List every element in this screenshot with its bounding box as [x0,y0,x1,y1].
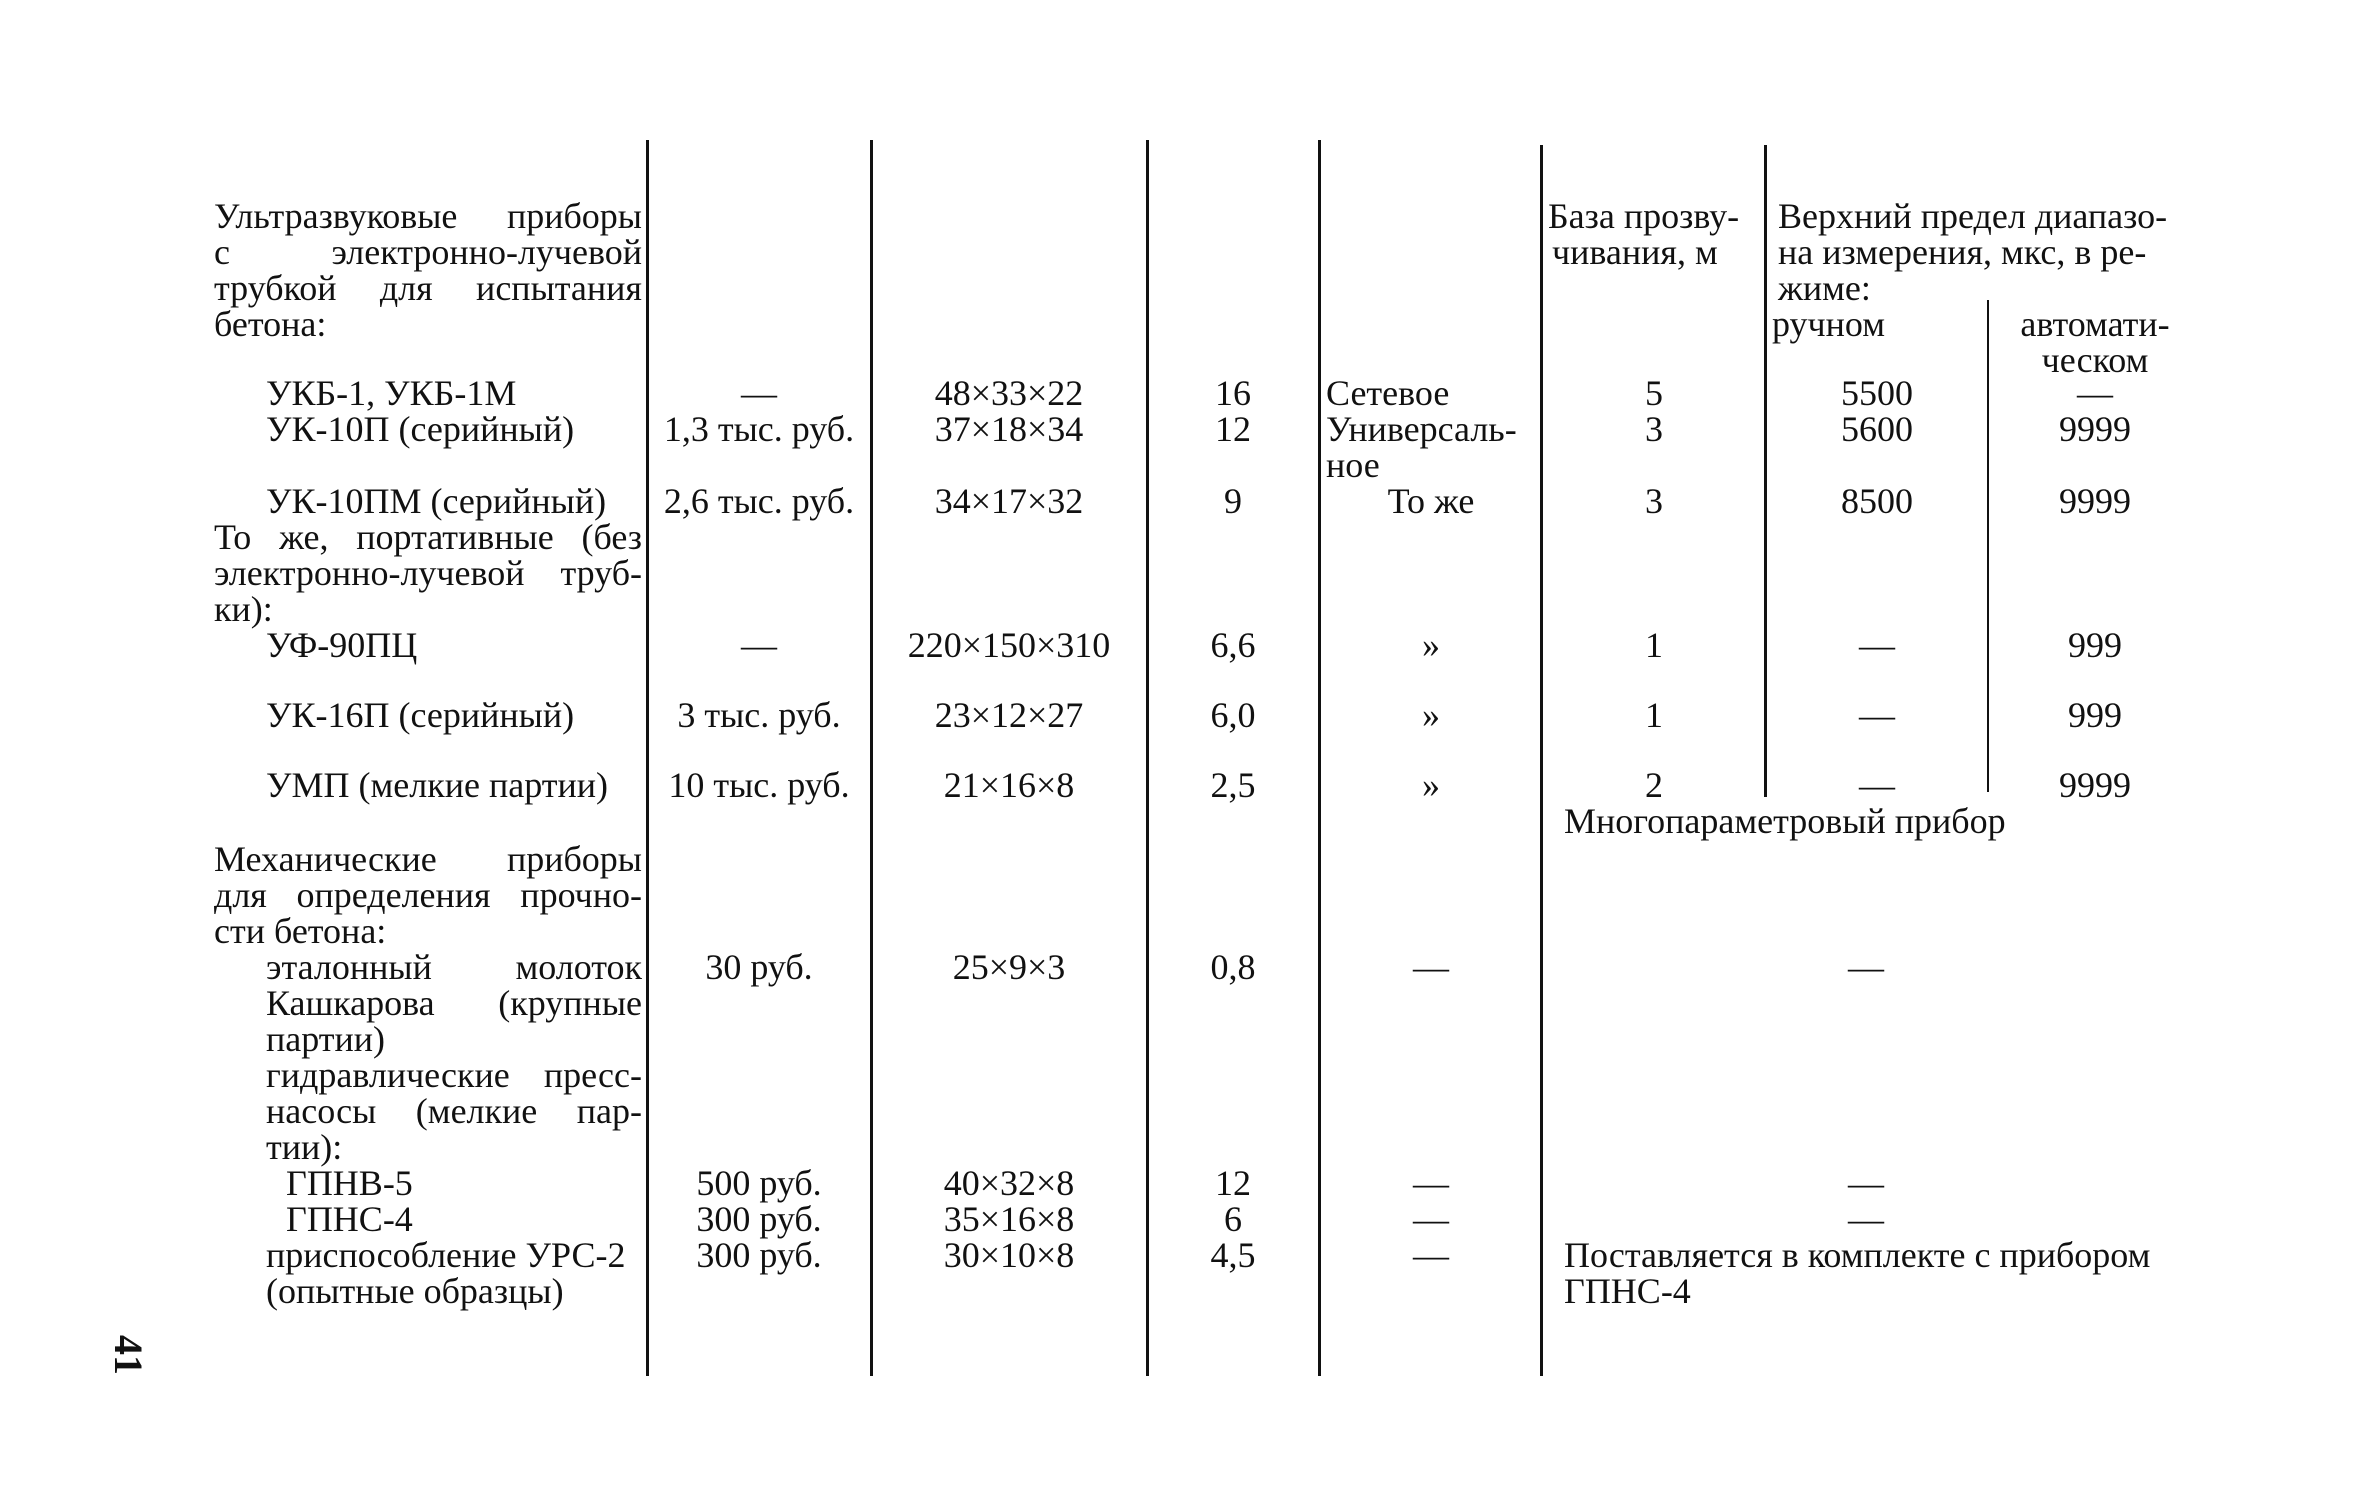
section-title-line: Механические приборы [214,839,642,879]
row-note: — [1848,1163,1884,1203]
row-price: 3 тыс. руб. [677,695,841,735]
row-mass: 0,8 [1210,947,1256,987]
row-auto: 999 [2068,695,2122,735]
row-size: 220×150×310 [907,625,1111,665]
row-size: 25×9×3 [952,947,1066,987]
row-mass: 12 [1215,1163,1251,1203]
auto-mode-header-line-2: ческом [2041,340,2149,380]
row-size: 35×16×8 [943,1199,1075,1239]
row-auto: 9999 [2059,409,2131,449]
row-mass: 2,5 [1210,765,1256,805]
row-name: (опытные образцы) [266,1271,564,1311]
row-power: То же [1387,481,1475,521]
row-name: ГПНВ-5 [286,1163,413,1203]
row-power: ное [1326,445,1380,485]
section-title-line: Ультразвуковые приборы [214,196,642,236]
row-mass: 6,0 [1210,695,1256,735]
row-price: 300 руб. [696,1199,822,1239]
row-power: Сетевое [1326,373,1450,413]
multiparam-note: Многопараметровый прибор [1564,801,2006,841]
section-title-line: электронно-лучевой труб- [214,553,642,593]
row-note: Поставляется в комплекте с прибором [1564,1235,2151,1275]
row-manual: 8500 [1841,481,1913,521]
row-name: УКБ-1, УКБ-1М [266,373,517,413]
section-title-line: То же, портативные (без [214,517,642,557]
row-name: тии): [266,1127,343,1167]
row-auto: 999 [2068,625,2122,665]
row-manual: — [1859,625,1895,665]
row-size: 23×12×27 [934,695,1084,735]
row-mass: 12 [1215,409,1251,449]
row-name: УМП (мелкие партии) [266,765,608,805]
row-power: — [1413,1163,1449,1203]
auto-mode-header-line-1: автомати- [2020,304,2170,344]
row-note: — [1848,1199,1884,1239]
row-name: УФ-90ПЦ [266,625,418,665]
row-price: 10 тыс. руб. [668,765,850,805]
row-name: гидравлические пресс- [266,1055,642,1095]
row-auto: 9999 [2059,765,2131,805]
row-base: 5 [1645,373,1663,413]
row-size: 21×16×8 [943,765,1075,805]
row-base: 1 [1645,625,1663,665]
row-size: 40×32×8 [943,1163,1075,1203]
row-name: Кашкарова (крупные [266,983,642,1023]
row-name: приспособление УРС-2 [266,1235,626,1275]
row-power: — [1413,947,1449,987]
page-number: 41 [106,1335,151,1375]
row-base: 1 [1645,695,1663,735]
row-manual: — [1859,765,1895,805]
row-price: 1,3 тыс. руб. [663,409,855,449]
row-power: — [1413,1235,1449,1275]
row-power: » [1422,765,1440,805]
row-manual: — [1859,695,1895,735]
row-size: 34×17×32 [934,481,1084,521]
column-rule-5 [1540,145,1543,1376]
row-price: 500 руб. [696,1163,822,1203]
section-title-line: сти бетона: [214,911,387,951]
row-mass: 6 [1224,1199,1242,1239]
row-manual: 5600 [1841,409,1913,449]
row-name: эталонный молоток [266,947,642,987]
column-rule-1 [646,140,649,1376]
row-auto: — [2077,373,2113,413]
row-mass: 4,5 [1210,1235,1256,1275]
row-power: » [1422,625,1440,665]
row-price: 2,6 тыс. руб. [663,481,855,521]
column-rule-6 [1764,145,1767,797]
row-price: 30 руб. [705,947,813,987]
range-header-line-3: жиме: [1778,268,1871,308]
column-rule-2 [870,140,873,1376]
column-rule-3 [1146,140,1149,1376]
manual-mode-header: ручном [1772,304,1885,344]
row-note: — [1848,947,1884,987]
row-name: УК-10П (серийный) [266,409,575,449]
row-name: УК-10ПМ (серийный) [266,481,607,521]
row-note: ГПНС-4 [1564,1271,1691,1311]
section-title-line: с электронно-лучевой [214,232,642,272]
row-power: — [1413,1199,1449,1239]
row-name: УК-16П (серийный) [266,695,575,735]
row-size: 37×18×34 [934,409,1084,449]
column-rule-7 [1987,300,1989,792]
column-rule-4 [1318,140,1321,1376]
row-auto: 9999 [2059,481,2131,521]
row-manual: 5500 [1841,373,1913,413]
row-name: ГПНС-4 [286,1199,413,1239]
row-price: 300 руб. [696,1235,822,1275]
row-base: 3 [1645,481,1663,521]
row-power: Универсаль- [1326,409,1517,449]
range-header-line-2: на измерения, мкс, в ре- [1778,232,2147,272]
section-title-line: бетона: [214,304,327,344]
range-header-line-1: Верхний предел диапазо- [1778,196,2168,236]
row-price: — [741,373,777,413]
row-name: партии) [266,1019,386,1059]
section-title-line: трубкой для испытания [214,268,642,308]
row-base: 2 [1645,765,1663,805]
row-mass: 16 [1215,373,1251,413]
row-name: насосы (мелкие пар- [266,1091,642,1131]
row-size: 48×33×22 [934,373,1084,413]
row-size: 30×10×8 [943,1235,1075,1275]
section-title-line: ки): [214,589,273,629]
base-header-line-1: База прозву- [1548,196,1740,236]
section-title-line: для определения прочно- [214,875,642,915]
row-base: 3 [1645,409,1663,449]
row-mass: 6,6 [1210,625,1256,665]
row-price: — [741,625,777,665]
row-mass: 9 [1224,481,1242,521]
row-power: » [1422,695,1440,735]
base-header-line-2: чивания, м [1552,232,1718,272]
